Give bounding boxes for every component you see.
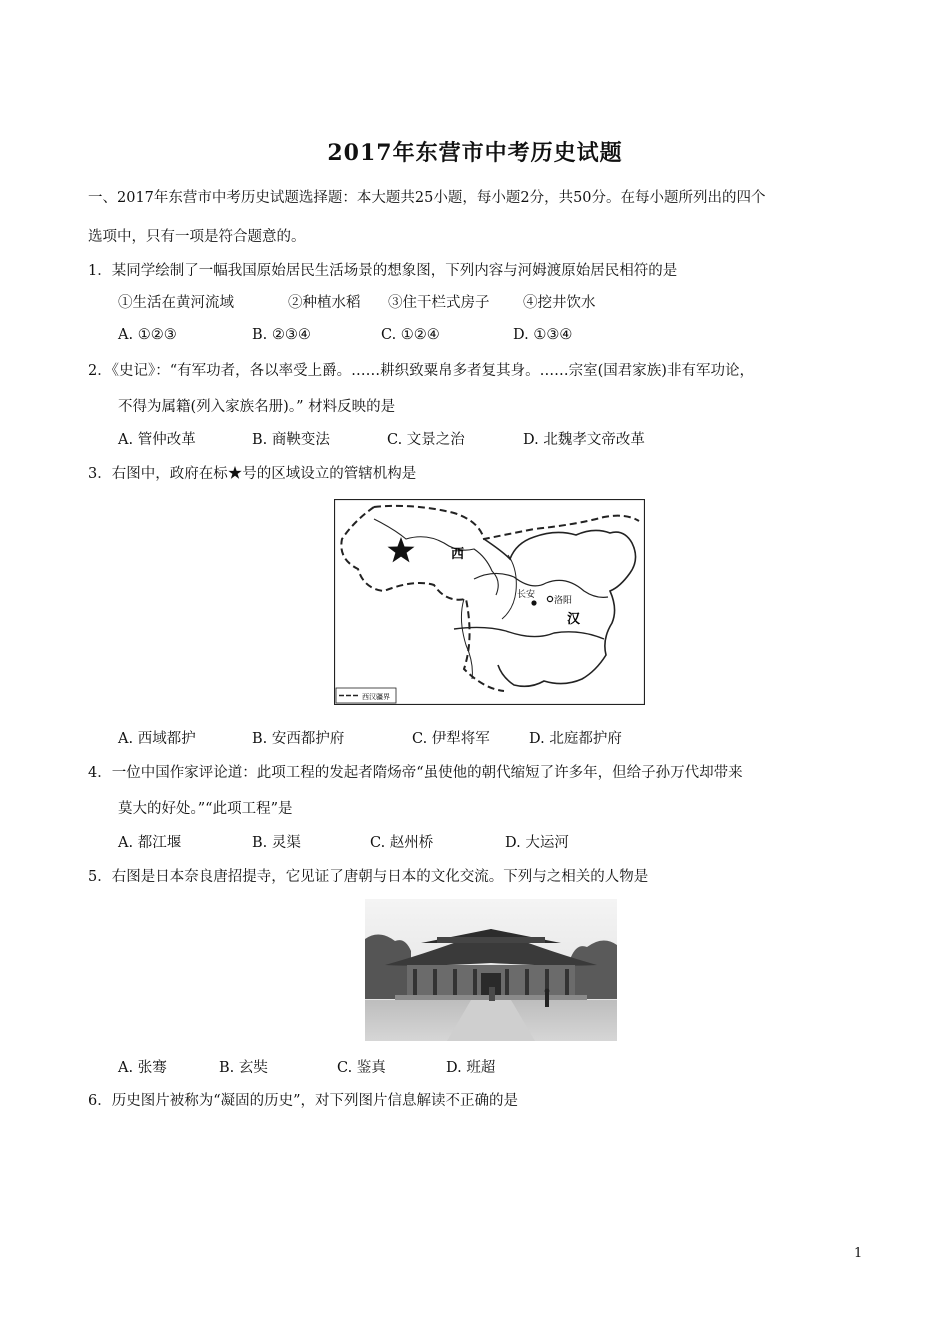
q2-option-b[interactable]: B. 商鞅变法: [252, 432, 330, 448]
toshodaiji-temple-photo: [365, 899, 617, 1041]
intro-line-2: 选项中，只有一项是符合题意的。: [88, 229, 306, 245]
western-han-map: [334, 499, 645, 705]
q3-option-c[interactable]: C. 伊犁将军: [412, 731, 490, 747]
page-number: 1: [854, 1246, 863, 1261]
q3-option-b[interactable]: B. 安西都护府: [252, 731, 345, 747]
q2-option-c[interactable]: C. 文景之治: [387, 432, 465, 448]
q3-option-a[interactable]: A. 西域都护: [118, 731, 196, 747]
map-legend: 西汉疆界: [362, 693, 390, 701]
q1-option-b[interactable]: B. ②③④: [252, 327, 311, 343]
q2-option-d[interactable]: D. 北魏孝文帝改革: [523, 432, 645, 448]
q2-option-a[interactable]: A. 管仲改革: [118, 432, 196, 448]
q1-stem: 1．某同学绘制了一幅我国原始居民生活场景的想象图，下列内容与河姆渡原始居民相符的是: [88, 263, 678, 279]
q4-option-d[interactable]: D. 大运河: [505, 835, 569, 851]
q1-item-1: ①生活在黄河流域: [118, 295, 234, 311]
q5-option-a[interactable]: A. 张骞: [118, 1060, 167, 1076]
q1-item-3: ③住干栏式房子: [388, 295, 490, 311]
q4-option-b[interactable]: B. 灵渠: [252, 835, 301, 851]
q4-stem: 4．一位中国作家评论道：此项工程的发起者隋炀帝“虽使他的朝代缩短了许多年，但给子孙万代却带来: [88, 765, 743, 781]
q1-item-2: ②种植水稻: [288, 295, 361, 311]
q3-option-d[interactable]: D. 北庭都护府: [529, 731, 622, 747]
q3-stem: 3．右图中，政府在标★号的区域设立的管辖机构是: [88, 466, 417, 482]
map-label-luoyang: 洛阳: [554, 596, 573, 606]
q2-stem: 2．《史记》：“有军功者，各以率受上爵。……耕织致粟帛多者复其身。……宗室(国君家族)非有军功论，: [88, 363, 754, 379]
changan-dot: [531, 600, 536, 605]
page-title: 2017年东营市中考历史试题: [327, 140, 623, 166]
q5-option-b[interactable]: B. 玄奘: [219, 1060, 268, 1076]
map-label-xi: 西: [451, 547, 465, 562]
map-label-han: 汉: [567, 612, 581, 627]
q5-option-d[interactable]: D. 班超: [446, 1060, 496, 1076]
q1-option-d[interactable]: D. ①③④: [513, 327, 573, 343]
intro-line-1: 一、2017年东营市中考历史试题选择题：本大题共25小题，每小题2分，共50分。在每小题所列出的四个: [88, 190, 766, 206]
map-label-changan: 长安: [517, 590, 536, 600]
q5-option-c[interactable]: C. 鉴真: [337, 1060, 386, 1076]
q4-option-a[interactable]: A. 都江堰: [118, 835, 182, 851]
q6-stem: 6．历史图片被称为“凝固的历史”，对下列图片信息解读不正确的是: [88, 1093, 519, 1109]
q1-item-4: ④挖井饮水: [523, 295, 596, 311]
q4-stem-2: 莫大的好处。”“此项工程”是: [118, 801, 293, 817]
q1-option-c[interactable]: C. ①②④: [381, 327, 440, 343]
q2-stem-2: 不得为属籍(列入家族名册)。” 材料反映的是: [118, 399, 396, 415]
q1-option-a[interactable]: A. ①②③: [118, 327, 177, 343]
q5-stem: 5．右图是日本奈良唐招提寺，它见证了唐朝与日本的文化交流。下列与之相关的人物是: [88, 869, 649, 885]
luoyang-dot: [547, 596, 552, 601]
q4-option-c[interactable]: C. 赵州桥: [370, 835, 434, 851]
